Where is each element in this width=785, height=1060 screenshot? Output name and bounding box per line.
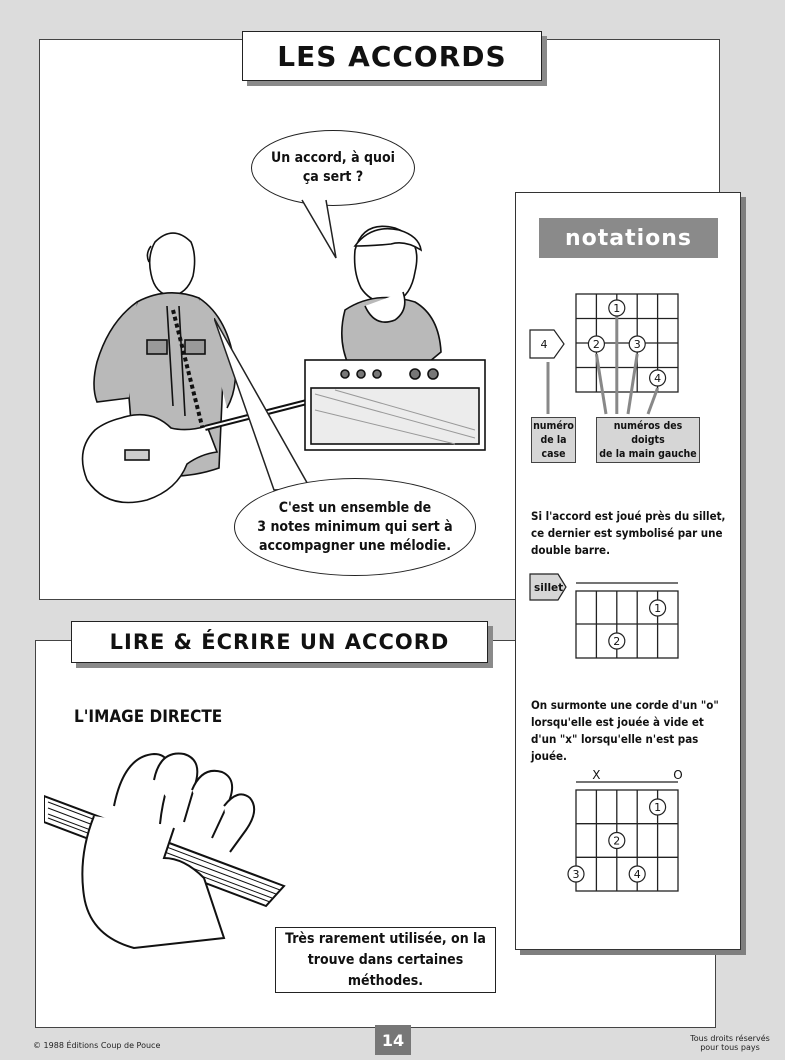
bubble-line: 3 notes minimum qui sert à bbox=[257, 518, 453, 535]
section-title bbox=[71, 621, 488, 663]
text-line: d'un "x" lorsqu'elle n'est pas jouée. bbox=[531, 732, 699, 763]
mute-symbol: X bbox=[592, 768, 601, 782]
hand-chord-illustration bbox=[44, 746, 294, 950]
rights-line: Tous droits réservés bbox=[690, 1034, 770, 1043]
finger-number: 1 bbox=[654, 801, 662, 814]
caption-line: Très rarement utilisée, on la bbox=[285, 930, 486, 947]
bubble-line: C'est un ensemble de bbox=[278, 499, 432, 516]
finger-number: 3 bbox=[633, 338, 641, 351]
bubble-tail-top bbox=[296, 196, 346, 266]
finger-number: 1 bbox=[613, 302, 621, 315]
caption-line: trouve dans certaines méthodes. bbox=[307, 951, 464, 989]
bubble-line: Un accord, à quoi bbox=[271, 150, 395, 166]
text-line: On surmonte une corde d'un "o" bbox=[531, 698, 719, 712]
finger-number: 2 bbox=[613, 635, 621, 648]
sillet-tag-text: sillet bbox=[534, 582, 564, 594]
finger-number: 3 bbox=[572, 868, 580, 881]
label-line: de la bbox=[540, 434, 567, 446]
open-string-explanation bbox=[531, 697, 736, 765]
text-line: ce dernier est symbolisé par une bbox=[531, 526, 723, 540]
label-line: de la main gauche bbox=[599, 448, 697, 460]
rights-notice bbox=[680, 1034, 780, 1052]
text-line: lorsqu'elle est jouée à vide et bbox=[531, 715, 704, 729]
notations-header bbox=[539, 218, 718, 258]
sillet-explanation bbox=[531, 508, 731, 559]
chord-diagram-sillet bbox=[528, 572, 708, 662]
label-line: numéro bbox=[533, 420, 574, 432]
rights-line: pour tous pays bbox=[700, 1043, 760, 1052]
text-line: double barre. bbox=[531, 543, 610, 557]
finger-number: 2 bbox=[613, 834, 621, 848]
copyright: © 1988 Éditions Coup de Pouce bbox=[33, 1041, 161, 1050]
label-line: case bbox=[541, 448, 566, 460]
speech-bubble-answer bbox=[234, 478, 476, 576]
finger-numbers-label bbox=[596, 417, 700, 463]
bubble-line: accompagner une mélodie. bbox=[258, 537, 451, 554]
page-number-text: 14 bbox=[381, 1030, 405, 1050]
image-directe-caption bbox=[275, 927, 496, 993]
fret-number-text: 4 bbox=[540, 338, 548, 351]
bubble-tail-bottom bbox=[214, 318, 324, 494]
image-directe-heading: L'IMAGE DIRECTE bbox=[74, 707, 223, 727]
page-title bbox=[242, 31, 542, 81]
speech-bubble-question bbox=[251, 130, 415, 206]
label-line: numéros des doigts bbox=[613, 420, 683, 446]
notations-header-text: notations bbox=[564, 225, 693, 251]
text-line: Si l'accord est joué près du sillet, bbox=[531, 509, 726, 523]
section-title-text: LIRE & ÉCRIRE UN ACCORD bbox=[109, 630, 450, 654]
finger-number: 4 bbox=[654, 372, 662, 385]
page-number bbox=[375, 1025, 411, 1055]
fret-number-label bbox=[531, 417, 576, 463]
open-symbol: O bbox=[673, 768, 683, 782]
page-title-text: LES ACCORDS bbox=[277, 39, 507, 73]
chord-diagram-open-mute bbox=[556, 766, 696, 896]
finger-number: 4 bbox=[633, 868, 641, 881]
finger-number: 2 bbox=[592, 338, 600, 351]
bubble-line: ça sert ? bbox=[302, 169, 364, 185]
finger-number: 1 bbox=[654, 602, 662, 615]
